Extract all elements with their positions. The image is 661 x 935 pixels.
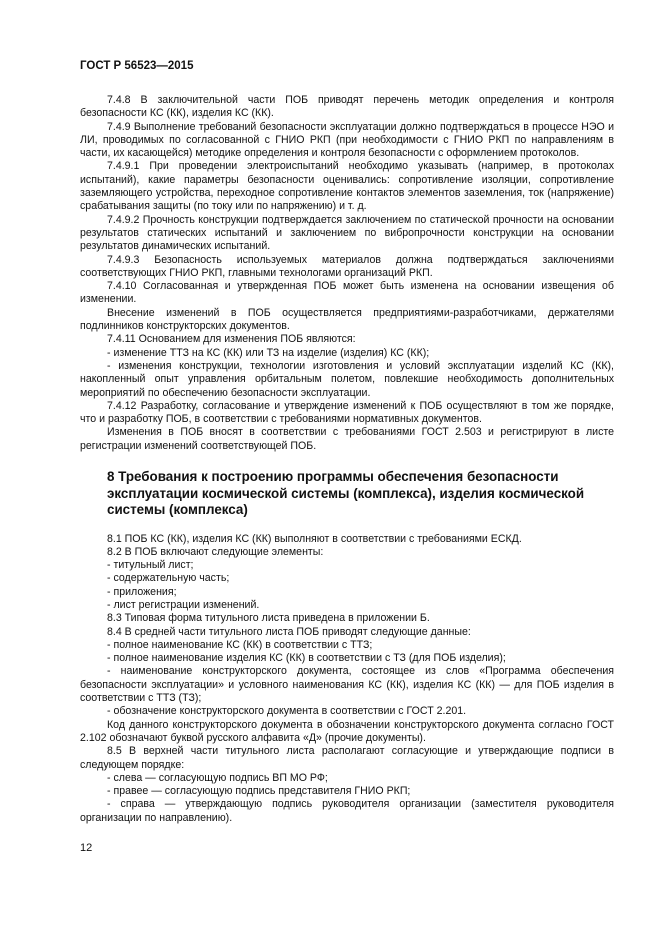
section-7-continuation (80, 94, 614, 453)
paragraph: 7.4.9.1 При проведении электроиспытаний необходимо указывать (например, в протоколах испытаний), какие параметры безопасности оценивались: сопротивление изоляции, сопротивление заземляющего устройства, переходное сопротивление контактов элементов заземления, ток (напряжение) срабатывания защиты (по току или по напряжению) и т. д. (80, 160, 614, 213)
paragraph: 7.4.9.3 Безопасность используемых материалов должна подтверждаться заключениями соответствующих ГНИО РКП, главными технологами организаций РКП. (80, 253, 614, 279)
section-8-body (80, 533, 614, 826)
document-standard-id: ГОСТ Р 56523—2015 (80, 60, 194, 72)
paragraph: 8.4 В средней части титульного листа ПОБ приводят следующие данные: (107, 625, 471, 638)
list-item: - титульный лист; (107, 559, 194, 572)
paragraph: 8.2 В ПОБ включают следующие элементы: (107, 545, 324, 558)
paragraph: 8.5 В верхней части титульного листа располагают согласующие и утверждающие подписи в следующем порядке: (80, 745, 614, 771)
list-item: - лист регистрации изменений. (107, 599, 260, 611)
paragraph: 7.4.10 Согласованная и утвержденная ПОБ может быть изменена на основании извещения об изменении. (80, 280, 614, 306)
paragraph: 7.4.8 В заключительной части ПОБ приводят перечень методик определения и контроля безопасности КС (КК), изделия КС (КК). (80, 94, 614, 120)
paragraph: 7.4.9 Выполнение требований безопасности эксплуатации должно подтверждаться в процессе НЭО и ЛИ, проводимых по согласованной с ГНИО РКП (при необходимости с ГНИО РКП по направлениям в части, их касающейся) методике определения и контроля безопасности с оформлением протоколов. (80, 120, 614, 160)
list-item: - наименование конструкторского документа, состоящее из слов «Программа обеспечения безопасности эксплуатации» и условного наименования КС (КК), изделия КС (КК) — для ПОБ изделия в соответствии с ТТЗ (ТЗ); (80, 665, 614, 705)
list-item: - правее — согласующую подпись представителя ГНИО РКП; (107, 785, 411, 798)
list-item: - приложения; (107, 585, 177, 598)
paragraph: 7.4.11 Основанием для изменения ПОБ являются: (107, 333, 356, 346)
list-item: - изменение ТТЗ на КС (КК) или ТЗ на изделие (изделия) КС (КК); (107, 346, 430, 359)
list-item: - изменения конструкции, технологии изготовления и условий эксплуатации изделий КС (КК), накопленный опыт управления орбитальным полетом, повлекшие необходимость дополнительных мероприятий по обеспечению безопасности эксплуатации. (80, 359, 614, 399)
page-number: 12 (80, 842, 93, 854)
paragraph: 8.1 ПОБ КС (КК), изделия КС (КК) выполняют в соответствии с требованиями ЕСКД. (107, 532, 522, 545)
section-8-title: 8 Требования к построению программы обеспечения безопасности эксплуатации космической системы (комплекса), изделия космической системы (комплекса) (107, 469, 585, 518)
list-item: - справа — утверждающую подпись руководителя организации (заместителя руководителя организации по направлению). (80, 798, 614, 824)
document-body (80, 94, 614, 825)
list-item: - обозначение конструкторского документа в соответствии с ГОСТ 2.201. (107, 705, 467, 718)
paragraph: 8.3 Типовая форма титульного листа приведена в приложении Б. (107, 612, 430, 625)
list-item: - полное наименование КС (КК) в соответствии с ТТЗ; (107, 638, 373, 651)
list-item: - слева — согласующую подпись ВП МО РФ; (107, 771, 328, 784)
paragraph: 7.4.9.2 Прочность конструкции подтверждается заключением по статической прочности на основании результатов статических испытаний и заключением по вибропрочности конструкции на основании результатов динамических испытаний. (80, 213, 614, 253)
paragraph: 7.4.12 Разработку, согласование и утверждение изменений к ПОБ осуществляют в том же порядке, что и разработку ПОБ, в соответствии с требованиями нормативных документов. (80, 399, 614, 426)
list-item: - содержательную часть; (107, 572, 230, 585)
paragraph: Внесение изменений в ПОБ осуществляется предприятиями-разработчиками, держателями подлинников конструкторских документов. (80, 306, 614, 333)
paragraph: Код данного конструкторского документа в обозначении конструкторского документа согласно ГОСТ 2.102 обозначают буквой русского алфавита «Д» (прочие документы). (80, 718, 614, 744)
paragraph: Изменения в ПОБ вносят в соответствии с требованиями ГОСТ 2.503 и регистрируют в листе регистрации изменений соответствующей ПОБ. (80, 426, 614, 452)
list-item: - полное наименование изделия КС (КК) в соответствии с ТЗ (для ПОБ изделия); (107, 652, 506, 665)
